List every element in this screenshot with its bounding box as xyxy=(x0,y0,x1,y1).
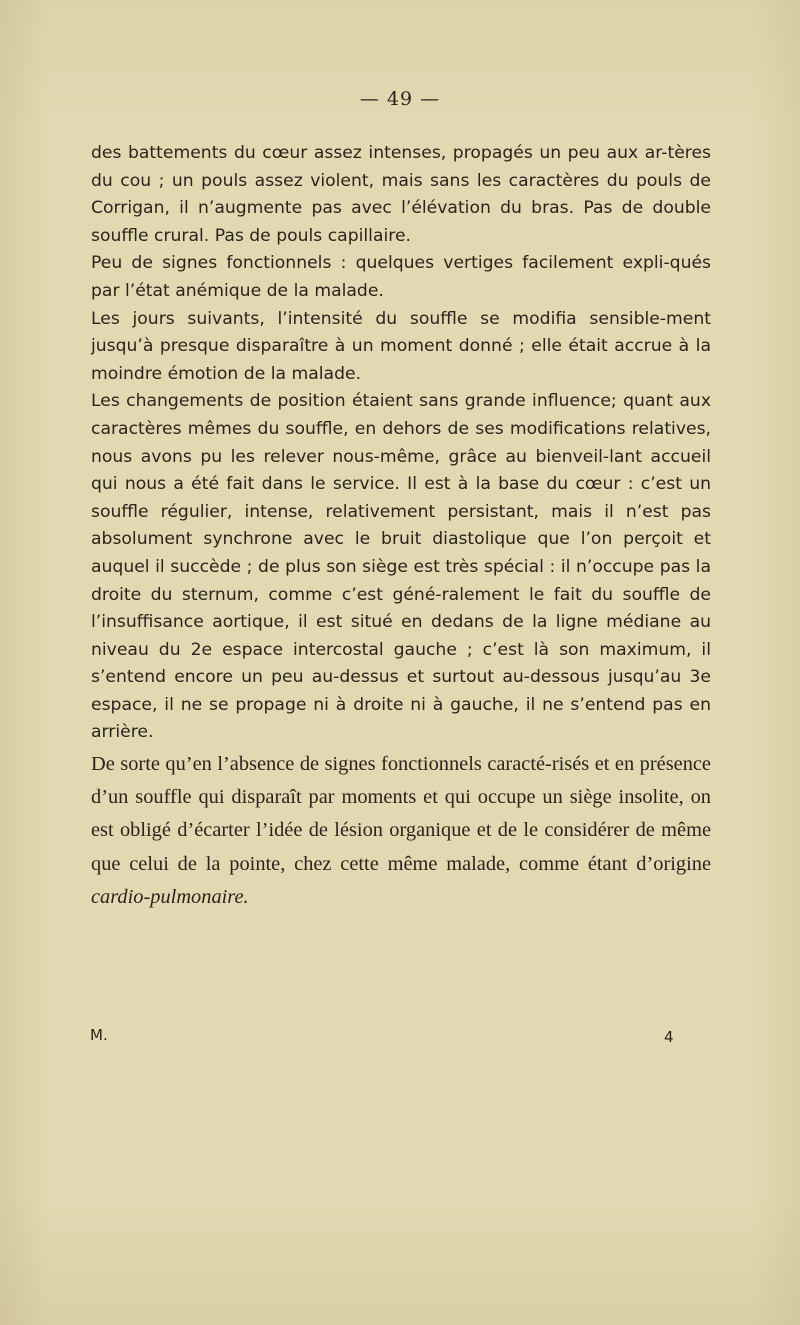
conclusion-text: De sorte qu’en l’absence de signes fonctionnels caracté-risés et en présence d’un souffle qui disparaît par moments et qui occupe un siège insolite, on est obligé d’écarter l’idée de lésion organique et de le considérer de même que celui de la pointe, chez cette même malade, comme étant d’origine xyxy=(91,753,711,875)
sheet-number: 4 xyxy=(664,1028,674,1046)
conclusion-paragraph xyxy=(91,748,711,914)
paragraph-4: Les changements de position étaient sans grande influence; quant aux caractères mêmes du souffle, en dehors de ses modifications relatives, nous avons pu les relever nous-même, grâce au bienveil-lant accueil qui nous a été fait dans le service. Il est à la base du cœur : c’est un souffle régulier, intense, relativement persistant, mais il n’est pas absolument synchrone avec le bruit diastolique que l’on perçoit et auquel il succède ; de plus son siège est très spécial : il n’occupe pas la droite du sternum, comme c’est géné-ralement le fait du souffle de l’insuffisance aortique, il est situé en dedans de la ligne médiane au niveau du 2e espace intercostal gauche ; c’est là son maximum, il s’entend encore un peu au-dessus et surtout au-dessous jusqu’au 3e espace, il ne se propage ni à droite ni à gauche, il ne s’entend pas en arrière. xyxy=(91,391,711,743)
conclusion-italic: cardio-pulmonaire. xyxy=(91,885,249,908)
signature-mark: M. xyxy=(90,1026,108,1044)
page-number: — 49 — xyxy=(359,88,441,110)
paragraph-1: des battements du cœur assez intenses, propagés un peu aux ar-tères du cou ; un pouls assez violent, mais sans les caractères du pouls de Corrigan, il n’augmente pas avec l’élévation du bras. Pas de double souffle crural. Pas de pouls capillaire. xyxy=(91,143,711,246)
paragraph-2: Peu de signes fonctionnels : quelques vertiges facilement expli-qués par l’état anémique de la malade. xyxy=(91,253,711,301)
paragraph-3: Les jours suivants, l’intensité du souffle se modifia sensible-ment jusqu’à presque disparaître à un moment donné ; elle était accrue à la moindre émotion de la malade. xyxy=(91,308,711,384)
body-text xyxy=(91,140,711,747)
